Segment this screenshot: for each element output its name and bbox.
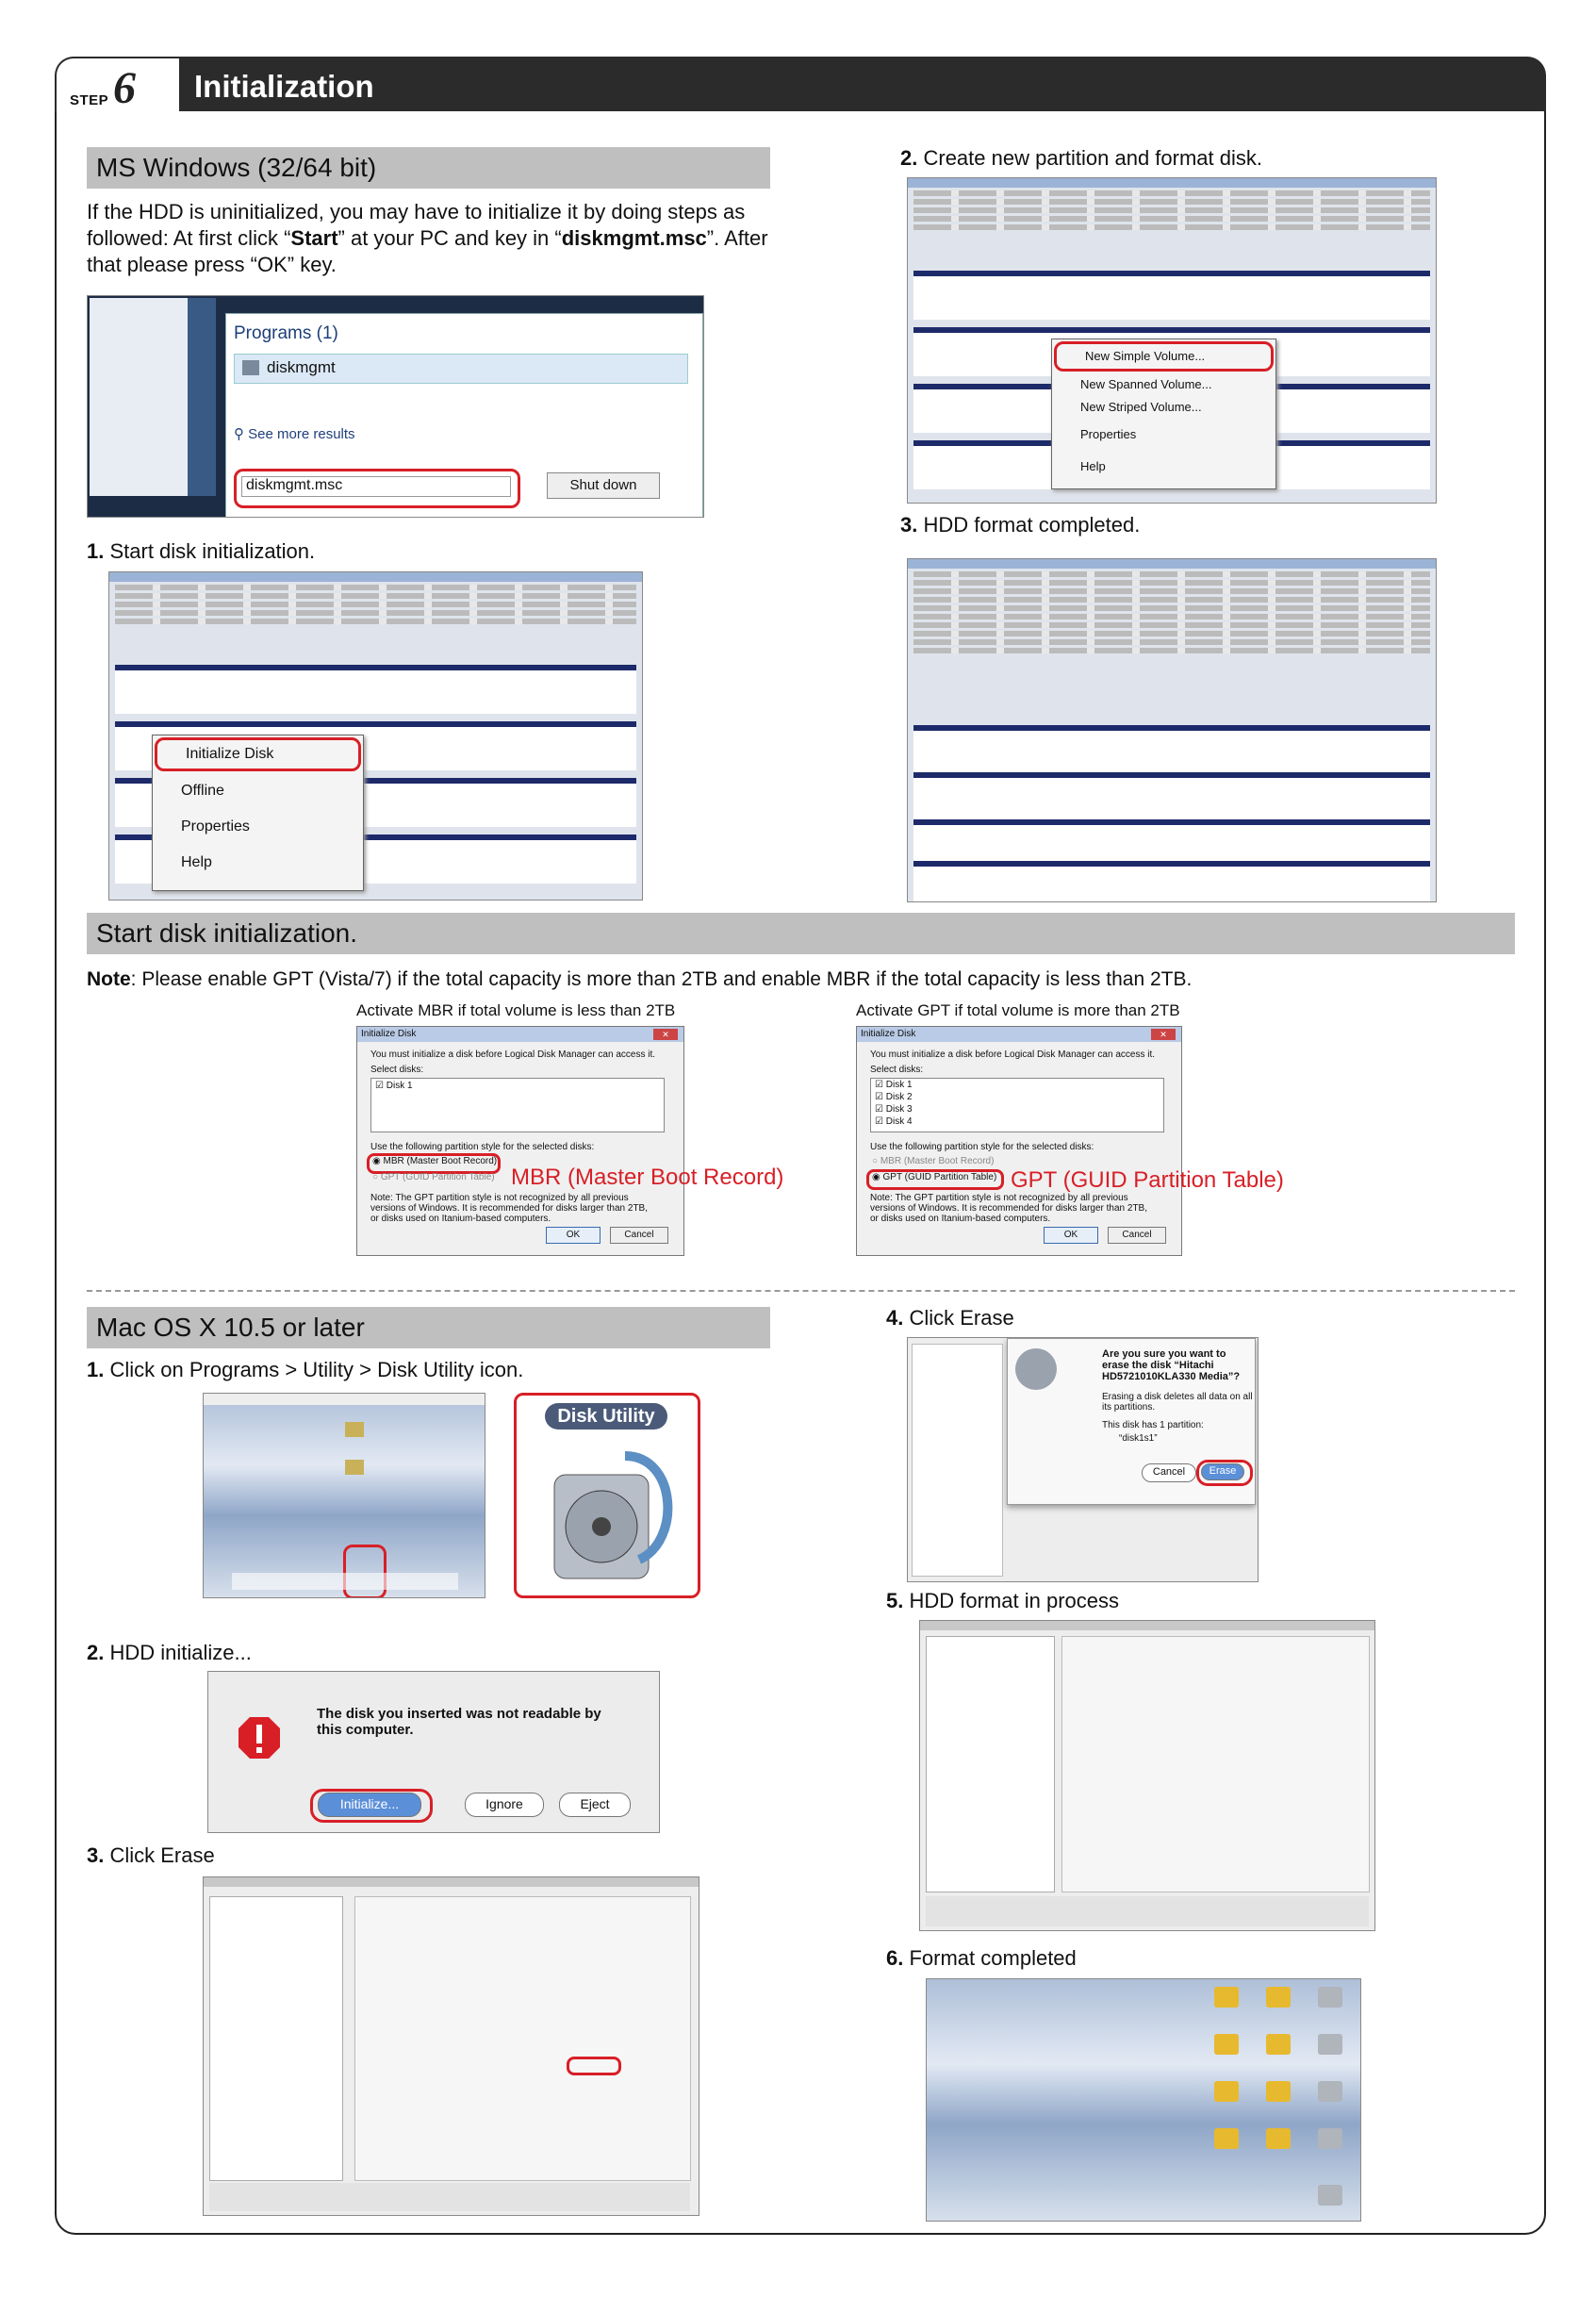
drive-icon[interactable] — [1266, 2081, 1291, 2102]
mac-step5-caption: 5. HDD format in process — [886, 1589, 1119, 1612]
partition-style-label: Use the following partition style for the selected disks: — [870, 1142, 1094, 1152]
format-in-process-screenshot — [919, 1620, 1375, 1931]
mac-step6-caption: 6. Format completed — [886, 1946, 1077, 1970]
dialog-note: Note: The GPT partition style is not recognized by all previous versions of Windows. It is recommended for disks larger than 2TB, or disks used on Itanium-based computers. — [370, 1193, 649, 1224]
erase-title: Are you sure you want to erase the disk “Hitachi HD5721010KLA330 Media”? — [1102, 1348, 1241, 1382]
page-title: Initialization — [194, 69, 374, 104]
disk-info-bar — [209, 2183, 690, 2211]
menu-item-properties[interactable]: Properties — [1080, 427, 1137, 441]
win-step1-caption: 1. Start disk initialization. — [87, 539, 316, 563]
windows-heading: MS Windows (32/64 bit) — [87, 147, 770, 189]
alert-stop-icon — [237, 1715, 282, 1760]
menu-item-properties[interactable]: Properties — [181, 818, 250, 835]
disk-checkbox[interactable]: ☑ Disk 4 — [875, 1116, 913, 1127]
init-heading: Start disk initialization. — [87, 913, 1515, 954]
gpt-radio[interactable]: ◉ GPT (GUID Partition Table) — [872, 1172, 997, 1182]
step-number: 6 — [113, 63, 136, 113]
drive-icon[interactable] — [1214, 1987, 1239, 2008]
start-menu-screenshot — [87, 295, 704, 518]
drive-icon[interactable] — [1266, 2034, 1291, 2055]
disk-checkbox[interactable]: ☑ Disk 3 — [875, 1104, 913, 1115]
init-note: Note: Please enable GPT (Vista/7) if the total capacity is more than 2TB and enable MBR if the total capacity is less than 2TB. — [87, 968, 1193, 990]
disk-utility-erase-window — [203, 1876, 699, 2216]
dialog-note: Note: The GPT partition style is not recognized by all previous versions of Windows. It is recommended for disks larger than 2TB, or disks used on Itanium-based computers. — [870, 1193, 1148, 1224]
disk-utility-icon[interactable] — [535, 1437, 686, 1588]
drive-icon[interactable] — [1266, 1987, 1291, 2008]
mbr-radio[interactable]: ◉ MBR (Master Boot Record) — [372, 1156, 498, 1166]
disk-row — [913, 772, 1430, 821]
erase-partition-name: “disk1s1” — [1119, 1433, 1158, 1444]
dialog-title: Initialize Disk — [357, 1027, 683, 1042]
program-item-diskmgmt[interactable] — [234, 354, 688, 384]
format-completed-desktop — [926, 1978, 1361, 2222]
erase-sheet — [1007, 1338, 1256, 1505]
mbr-caption: Activate MBR if total volume is less than 2TB — [356, 1001, 676, 1019]
disk-row — [115, 665, 636, 714]
gpt-caption: Activate GPT if total volume is more than 2TB — [856, 1001, 1180, 1019]
disk-list — [370, 1078, 665, 1132]
menu-item-new-simple-volume[interactable]: New Simple Volume... — [1054, 341, 1274, 372]
section-divider — [87, 1290, 1515, 1292]
mac-step4-caption: 4. Click Erase — [886, 1306, 1014, 1330]
step2-context-menu — [1051, 339, 1276, 489]
disk-management-step1 — [108, 571, 643, 901]
step-word: STEP — [70, 92, 109, 108]
initialize-disk-dialog-mbr — [356, 1026, 684, 1256]
menu-item-new-striped-volume[interactable]: New Striped Volume... — [1080, 400, 1202, 414]
eject-button[interactable]: Eject — [559, 1793, 631, 1817]
close-icon[interactable]: ✕ — [1151, 1029, 1176, 1040]
drive-icon[interactable] — [1318, 2128, 1342, 2149]
select-disks-label: Select disks: — [870, 1065, 924, 1075]
menu-item-initialize-disk[interactable]: Initialize Disk — [155, 737, 361, 771]
dialog-intro: You must initialize a disk before Logical Disk Manager can access it. — [370, 1049, 656, 1060]
programs-label: Programs (1) — [234, 323, 338, 343]
see-more-results[interactable]: ⚲ See more results — [234, 426, 355, 442]
windows-intro: If the HDD is uninitialized, you may have to initialize it by doing steps as followed: At first click “Start” at your PC and key in “diskmgmt.msc”. After that please press “OK” key. — [87, 200, 768, 276]
select-disks-label: Select disks: — [370, 1065, 424, 1075]
dock-disk-utility-highlight — [343, 1545, 387, 1598]
start-menu-right-pane — [188, 298, 216, 496]
diskmgmt-icon — [242, 360, 259, 375]
erase-confirm-screenshot — [907, 1337, 1259, 1582]
shutdown-button[interactable]: Shut down — [547, 472, 660, 499]
mac-heading: Mac OS X 10.5 or later — [87, 1307, 770, 1348]
step1-context-menu — [152, 735, 364, 891]
erase-partitions: This disk has 1 partition: — [1102, 1420, 1204, 1430]
start-menu-left-pane — [90, 298, 188, 496]
mac-desktop-screenshot — [203, 1393, 485, 1598]
erase-confirm-button[interactable]: Erase — [1201, 1463, 1244, 1480]
gpt-radio[interactable]: ○ GPT (GUID Partition Table) — [372, 1172, 495, 1182]
search-icon: ⚲ — [234, 426, 249, 442]
disk-utility-label: Disk Utility — [545, 1403, 667, 1429]
mbr-radio[interactable]: ○ MBR (Master Boot Record) — [872, 1156, 995, 1166]
drive-icon[interactable] — [1214, 2081, 1239, 2102]
initialize-disk-dialog-gpt — [856, 1026, 1182, 1256]
erase-panel — [354, 1896, 691, 2181]
gpt-label: GPT (GUID Partition Table) — [1011, 1167, 1284, 1193]
drive-icon — [345, 1460, 364, 1475]
disk-info-bar — [926, 1896, 1369, 1926]
win-step2-caption: 2. Create new partition and format disk. — [900, 146, 1262, 170]
drive-icon[interactable] — [1318, 2034, 1342, 2055]
drive-icon — [345, 1422, 364, 1437]
ok-button[interactable]: OK — [1044, 1227, 1098, 1244]
mac-step3-caption: 3. Click Erase — [87, 1843, 215, 1867]
disk-list-sidebar — [926, 1636, 1055, 1892]
erase-panel — [1061, 1636, 1370, 1892]
mac-step1-caption: 1. Click on Programs > Utility > Disk Utility icon. — [87, 1358, 524, 1381]
mac-dock — [232, 1573, 458, 1590]
disk-utility-icon — [1015, 1348, 1057, 1390]
mac-menubar — [204, 1394, 485, 1405]
menu-item-new-spanned-volume[interactable]: New Spanned Volume... — [1080, 377, 1212, 391]
mac-step2-caption: 2. HDD initialize... — [87, 1641, 252, 1664]
drive-icon[interactable] — [1318, 2081, 1342, 2102]
cancel-button[interactable]: Cancel — [610, 1227, 668, 1244]
search-popup — [225, 313, 703, 518]
win-step3-caption: 3. HDD format completed. — [900, 513, 1141, 537]
alert-message: The disk you inserted was not readable by this computer. — [317, 1706, 601, 1738]
disk-management-step2 — [907, 177, 1437, 504]
disk-management-step3 — [907, 558, 1437, 902]
search-input[interactable]: diskmgmt.msc — [241, 476, 511, 497]
disk-list-sidebar — [912, 1344, 1003, 1577]
menu-item-help[interactable]: Help — [181, 854, 212, 870]
drive-icon[interactable] — [1214, 2034, 1239, 2055]
close-icon[interactable]: ✕ — [653, 1029, 678, 1040]
dialog-title: Initialize Disk — [857, 1027, 1181, 1042]
program-item-label: diskmgmt — [267, 358, 336, 376]
drive-icon[interactable] — [1266, 2128, 1291, 2149]
ignore-button[interactable]: Ignore — [465, 1793, 544, 1817]
disk-list — [870, 1078, 1164, 1132]
trash-icon[interactable] — [1318, 2185, 1342, 2206]
disk-list-sidebar[interactable] — [209, 1896, 343, 2181]
disk-utility-callout — [514, 1393, 700, 1598]
menu-item-help[interactable]: Help — [1080, 459, 1106, 473]
erase-cancel-button[interactable]: Cancel — [1142, 1463, 1196, 1482]
unreadable-disk-alert — [207, 1671, 660, 1833]
disk-checkbox[interactable]: ☑ Disk 1 — [875, 1080, 913, 1090]
disk-checkbox[interactable]: ☑ Disk 1 — [375, 1081, 413, 1091]
drive-icon[interactable] — [1214, 2128, 1239, 2149]
menu-item-offline[interactable]: Offline — [181, 783, 224, 799]
erase-body: Erasing a disk deletes all data on all its partitions. — [1102, 1392, 1253, 1413]
disk-row — [913, 861, 1430, 902]
initialize-button[interactable]: Initialize... — [318, 1793, 421, 1817]
ok-button[interactable]: OK — [546, 1227, 601, 1244]
disk-checkbox[interactable]: ☑ Disk 2 — [875, 1092, 913, 1102]
erase-button-highlight — [567, 2057, 621, 2075]
mbr-label: MBR (Master Boot Record) — [511, 1165, 784, 1190]
drive-icon[interactable] — [1318, 1987, 1342, 2008]
disk-row — [913, 271, 1430, 320]
cancel-button[interactable]: Cancel — [1108, 1227, 1166, 1244]
disk-row — [913, 725, 1430, 774]
partition-style-label: Use the following partition style for the selected disks: — [370, 1142, 595, 1152]
dialog-intro: You must initialize a disk before Logical Disk Manager can access it. — [870, 1049, 1156, 1060]
